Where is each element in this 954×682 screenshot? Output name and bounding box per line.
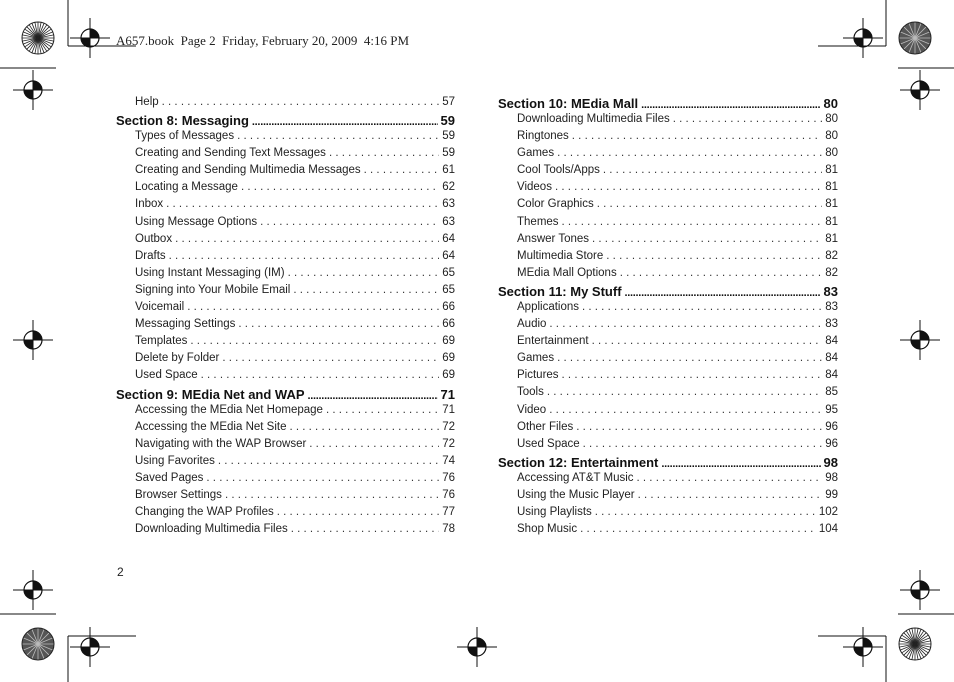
toc-entry[interactable] — [116, 233, 455, 250]
toc-entry[interactable] — [116, 352, 455, 369]
dot-leader — [293, 284, 439, 296]
toc-section-heading[interactable] — [116, 387, 455, 404]
toc-entry[interactable] — [116, 130, 455, 147]
toc-page-number: 81 — [825, 232, 838, 245]
dot-leader — [562, 369, 823, 381]
toc-left-column — [116, 96, 455, 540]
toc-entry[interactable] — [498, 216, 838, 233]
dot-leader — [225, 489, 439, 501]
toc-page-number: 66 — [442, 301, 455, 314]
toc-entry[interactable] — [498, 438, 838, 455]
toc-page-number: 69 — [442, 335, 455, 348]
toc-entry[interactable] — [498, 523, 838, 540]
toc-entry-label: Section 10: MEdia Mall — [498, 96, 639, 111]
toc-page-number: 76 — [442, 471, 455, 484]
toc-entry[interactable] — [498, 404, 838, 421]
toc-entry[interactable] — [498, 147, 838, 164]
toc-page-number: 64 — [442, 249, 455, 262]
toc-entry-label: Answer Tones — [517, 232, 590, 245]
toc-entry[interactable] — [498, 233, 838, 250]
toc-entry-label: Drafts — [135, 249, 166, 262]
toc-entry[interactable] — [116, 455, 455, 472]
dot-leader — [201, 369, 440, 381]
toc-page-number: 98 — [825, 471, 838, 484]
dot-leader — [557, 147, 822, 159]
toc-page-number: 72 — [442, 420, 455, 433]
toc-page-number: 65 — [442, 266, 455, 279]
toc-entry-label: Browser Settings — [135, 488, 222, 501]
toc-page-number: 85 — [825, 386, 838, 399]
toc-page-number: 64 — [442, 232, 455, 245]
toc-entry-label: Used Space — [135, 369, 198, 382]
toc-entry-label: Delete by Folder — [135, 352, 220, 365]
dot-leader — [576, 421, 822, 433]
toc-entry-label: Signing into Your Mobile Email — [135, 283, 291, 296]
toc-entry[interactable] — [498, 130, 838, 147]
toc-page-number: 81 — [825, 198, 838, 211]
toc-entry[interactable] — [116, 181, 455, 198]
dot-leader — [549, 404, 822, 416]
dot-leader — [308, 387, 438, 402]
toc-entry-label: Templates — [135, 335, 188, 348]
toc-entry-label: Video — [517, 403, 547, 416]
toc-entry[interactable] — [116, 164, 455, 181]
toc-entry[interactable] — [116, 438, 455, 455]
toc-page-number: 80 — [825, 130, 838, 143]
dot-leader — [218, 455, 439, 467]
print-slug-header: A657.book Page 2 Friday, February 20, 2009 4:16 PM — [116, 33, 410, 48]
toc-entry-label: Tools — [517, 386, 544, 399]
toc-entry[interactable] — [498, 164, 838, 181]
dot-leader — [555, 181, 822, 193]
toc-page-number: 104 — [818, 523, 838, 536]
toc-entry-label: Downloading Multimedia Files — [517, 113, 670, 125]
toc-entry-label: Section 12: Entertainment — [498, 454, 659, 470]
toc-entry[interactable] — [116, 523, 455, 540]
toc-entry-label: Used Space — [517, 437, 580, 450]
toc-entry[interactable] — [498, 267, 838, 284]
toc-page-number: 102 — [818, 505, 838, 518]
toc-page-number: 84 — [825, 335, 838, 348]
toc-right-column — [498, 96, 838, 540]
toc-entry[interactable] — [116, 489, 455, 506]
dot-leader — [169, 250, 440, 262]
toc-page-number: 98 — [823, 454, 838, 470]
page-number: 2 — [117, 565, 124, 579]
dot-leader — [595, 506, 816, 518]
toc-entry-label: MEdia Mall Options — [517, 266, 617, 279]
toc-entry-label: Accessing the MEdia Net Homepage — [135, 403, 323, 416]
toc-entry[interactable] — [116, 198, 455, 215]
dot-leader — [625, 284, 821, 299]
toc-entry[interactable] — [116, 147, 455, 164]
toc-entry-label: Saved Pages — [135, 471, 204, 484]
dot-leader — [252, 113, 438, 128]
toc-page-number: 82 — [825, 249, 838, 262]
toc-section-heading[interactable] — [498, 455, 838, 472]
dot-leader — [291, 523, 439, 535]
toc-entry-label: Color Graphics — [517, 198, 594, 211]
toc-entry-label: Using Message Options — [135, 215, 258, 228]
toc-entry-label: Ringtones — [517, 130, 569, 143]
toc-page-number: 61 — [442, 164, 455, 177]
toc-page-number: 95 — [825, 403, 838, 416]
toc-entry[interactable] — [498, 318, 838, 335]
toc-entry-label: Entertainment — [517, 335, 589, 348]
toc-entry[interactable] — [498, 352, 838, 369]
toc-entry-label: Section 8: Messaging — [116, 113, 249, 129]
toc-entry-label: Types of Messages — [135, 130, 235, 143]
toc-entry-label: Using Playlists — [517, 505, 592, 518]
toc-page-number: 66 — [442, 318, 455, 331]
toc-section-heading[interactable] — [498, 284, 838, 301]
toc-page-number: 96 — [825, 420, 838, 433]
toc-page-number: 57 — [442, 96, 455, 108]
toc-entry-label: Other Files — [517, 420, 574, 433]
dot-leader — [238, 318, 439, 330]
toc-page-number: 80 — [823, 96, 838, 111]
dot-leader — [326, 404, 439, 416]
dot-leader — [582, 301, 822, 313]
toc-entry[interactable] — [498, 113, 838, 130]
toc-entry-label: Creating and Sending Text Messages — [135, 147, 326, 160]
dot-leader — [557, 352, 822, 364]
dot-leader — [241, 181, 439, 193]
toc-page-number: 84 — [825, 352, 838, 365]
dot-leader — [547, 386, 822, 398]
dot-leader — [260, 216, 439, 228]
toc-entry[interactable] — [116, 335, 455, 352]
toc-entry[interactable] — [498, 386, 838, 403]
toc-entry[interactable] — [498, 335, 838, 352]
toc-entry[interactable] — [116, 472, 455, 489]
dot-leader — [187, 301, 439, 313]
toc-page-number: 72 — [442, 437, 455, 450]
toc-page-number: 80 — [825, 147, 838, 160]
toc-page-number: 81 — [825, 215, 838, 228]
toc-page-number: 63 — [442, 198, 455, 211]
toc-page-number: 65 — [442, 283, 455, 296]
dot-leader — [603, 164, 822, 176]
toc-section-heading[interactable] — [498, 96, 838, 113]
toc-entry[interactable] — [116, 216, 455, 233]
toc-entry[interactable] — [498, 489, 838, 506]
dot-leader — [597, 198, 823, 210]
toc-entry[interactable] — [116, 301, 455, 318]
toc-page-number: 83 — [825, 318, 838, 331]
dot-leader — [638, 489, 823, 501]
toc-page-number: 81 — [825, 181, 838, 194]
toc-entry[interactable] — [498, 421, 838, 438]
dot-leader — [237, 130, 439, 142]
dot-leader — [288, 267, 440, 279]
toc-entry[interactable] — [116, 369, 455, 386]
toc-entry-label: Videos — [517, 181, 552, 194]
dot-leader — [162, 96, 440, 108]
toc-page-number: 99 — [825, 488, 838, 501]
toc-entry-label: Outbox — [135, 232, 173, 245]
toc-entry-label: Navigating with the WAP Browser — [135, 437, 307, 450]
toc-entry[interactable] — [498, 198, 838, 215]
toc-entry-label: Help — [135, 96, 159, 108]
dot-leader — [562, 216, 823, 228]
toc-entry-label: Section 9: MEdia Net and WAP — [116, 386, 305, 402]
dot-leader — [620, 267, 822, 279]
toc-entry[interactable] — [498, 250, 838, 267]
toc-entry[interactable] — [116, 96, 455, 113]
toc-entry-label: Creating and Sending Multimedia Messages — [135, 164, 361, 177]
toc-entry-label: Games — [517, 147, 555, 160]
toc-entry[interactable] — [498, 369, 838, 386]
dot-leader — [277, 506, 439, 518]
dot-leader — [673, 113, 822, 125]
toc-entry-label: Using the Music Player — [517, 488, 635, 501]
dot-leader — [661, 455, 820, 470]
dot-leader — [166, 198, 439, 210]
toc-page-number: 80 — [825, 113, 838, 125]
toc-page-number: 84 — [825, 369, 838, 382]
dot-leader — [580, 523, 816, 535]
toc-entry-label: Downloading Multimedia Files — [135, 523, 288, 536]
dot-leader — [206, 472, 439, 484]
toc-entry-label: Inbox — [135, 198, 164, 211]
toc-entry[interactable] — [116, 284, 455, 301]
toc-entry-label: Using Favorites — [135, 454, 215, 467]
toc-page-number: 71 — [442, 403, 455, 416]
dot-leader — [329, 147, 439, 159]
toc-entry-label: Locating a Message — [135, 181, 238, 194]
toc-page-number: 83 — [825, 300, 838, 313]
dot-leader — [290, 421, 440, 433]
toc-page-number: 81 — [825, 164, 838, 177]
toc-page-number: 96 — [825, 437, 838, 450]
dot-leader — [190, 335, 439, 347]
toc-page-number: 78 — [442, 523, 455, 536]
toc-page-number: 74 — [442, 454, 455, 467]
toc-page-number: 82 — [825, 266, 838, 279]
toc-page-number: 63 — [442, 215, 455, 228]
toc-page-number: 77 — [442, 506, 455, 519]
toc-entry-label: Accessing AT&T Music — [517, 471, 634, 484]
toc-entry[interactable] — [116, 267, 455, 284]
toc-entry[interactable] — [498, 506, 838, 523]
dot-leader — [606, 250, 822, 262]
toc-page-number: 59 — [440, 113, 455, 129]
toc-page-number: 76 — [442, 488, 455, 501]
toc-entry-label: Messaging Settings — [135, 318, 236, 331]
dot-leader — [637, 472, 823, 484]
toc-entry[interactable] — [116, 421, 455, 438]
toc-entry-label: Pictures — [517, 369, 559, 382]
toc-page-number: 69 — [442, 352, 455, 365]
toc-entry-label: Audio — [517, 318, 547, 331]
toc-entry-label: Applications — [517, 300, 580, 313]
toc-entry-label: Themes — [517, 215, 559, 228]
dot-leader — [572, 130, 822, 142]
toc-page-number: 59 — [442, 130, 455, 143]
toc-entry-label: Cool Tools/Apps — [517, 164, 600, 177]
dot-leader — [592, 233, 822, 245]
toc-entry[interactable] — [116, 506, 455, 523]
toc-entry-label: Accessing the MEdia Net Site — [135, 420, 287, 433]
toc-entry-label: Shop Music — [517, 523, 578, 536]
dot-leader — [592, 335, 823, 347]
toc-entry[interactable] — [116, 318, 455, 335]
toc-entry[interactable] — [498, 472, 838, 489]
dot-leader — [641, 96, 820, 111]
dot-leader — [364, 164, 440, 176]
dot-leader — [583, 438, 823, 450]
toc-page-number: 71 — [440, 386, 455, 402]
toc-page-number: 69 — [442, 369, 455, 382]
toc-page-number: 62 — [442, 181, 455, 194]
toc-entry[interactable] — [498, 181, 838, 198]
dot-leader — [222, 352, 439, 364]
toc-section-heading[interactable] — [116, 113, 455, 130]
toc-entry[interactable] — [116, 250, 455, 267]
dot-leader — [309, 438, 439, 450]
toc-page-number: 59 — [442, 147, 455, 160]
dot-leader — [549, 318, 822, 330]
toc-entry[interactable] — [116, 404, 455, 421]
dot-leader — [175, 233, 439, 245]
toc-entry-label: Voicemail — [135, 301, 185, 314]
toc-entry-label: Section 11: My Stuff — [498, 283, 622, 299]
toc-entry-label: Using Instant Messaging (IM) — [135, 266, 285, 279]
toc-entry[interactable] — [498, 301, 838, 318]
toc-page-number: 83 — [823, 283, 838, 299]
toc-entry-label: Changing the WAP Profiles — [135, 506, 274, 519]
toc-entry-label: Multimedia Store — [517, 249, 604, 262]
toc-entry-label: Games — [517, 352, 555, 365]
